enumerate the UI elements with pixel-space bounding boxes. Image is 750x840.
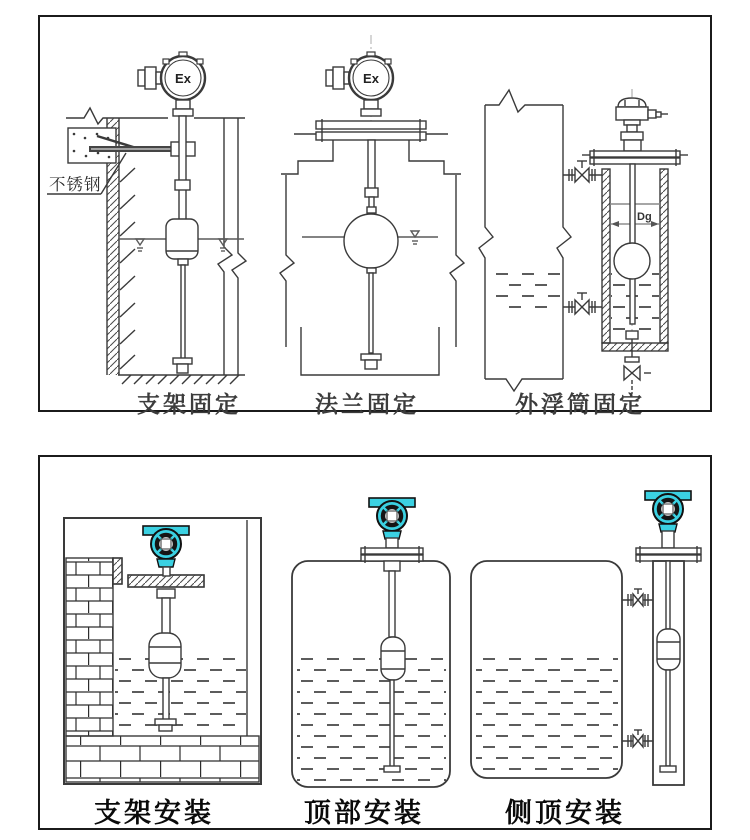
fixing-diagrams: [40, 17, 710, 410]
upper-connection-valve: [622, 589, 653, 606]
figure-flange-fixing: [280, 35, 464, 375]
ex-marking-label: Ex: [175, 71, 191, 86]
figure-side-top-mounting: [471, 491, 701, 785]
tank-liquid-dashes: [496, 266, 560, 312]
brick-wall: [66, 558, 113, 736]
stainless-steel-label: 不锈钢: [49, 176, 102, 194]
transmitter-head: [143, 526, 189, 567]
junction-box-transmitter: [616, 98, 668, 151]
transmitter-head: [645, 491, 691, 532]
figure-bracket-fixing: [47, 52, 246, 384]
flange-plate: [294, 100, 448, 142]
mounting-flange: [636, 531, 701, 563]
pit-right-wall: [218, 118, 246, 375]
bottom-diagram-panel: [38, 455, 712, 830]
sensor-rod-and-float: [657, 561, 680, 772]
sensor-rod-and-ball-float: [344, 140, 398, 369]
lower-connection-valve: [622, 730, 653, 747]
sensor-rod-and-float: [166, 100, 198, 373]
top-diagram-panel: [38, 15, 712, 417]
caption-side-top-mounting: 侧顶安装: [505, 798, 625, 828]
caption-bracket-fixing: 支架固定: [137, 391, 241, 417]
figure-top-mounting: [292, 498, 450, 787]
water-dashes: [476, 653, 618, 775]
wall-mount-plate: [68, 128, 143, 163]
dg-label: Dg: [637, 211, 652, 223]
figure-external-cage-fixing: [479, 89, 688, 394]
caption-bracket-mounting: 支架安装: [94, 798, 214, 828]
brick-floor: [66, 736, 259, 782]
ex-marking-label: Ex: [363, 71, 379, 86]
process-tank: [479, 90, 571, 391]
ex-transmitter-head: [326, 52, 393, 100]
mounting-diagrams: [40, 457, 710, 828]
caption-flange-fixing: 法兰固定: [315, 391, 419, 417]
transmitter-head: [369, 498, 415, 539]
lower-isolation-valve: [563, 293, 602, 314]
caption-external-cage-fixing: 外浮筒固定: [515, 391, 645, 417]
pit-top-edge: [66, 108, 245, 124]
water-dashes: [297, 653, 446, 784]
ground-hatch: [118, 375, 245, 384]
ex-transmitter-head: [138, 52, 205, 100]
caption-top-mounting: 顶部安装: [304, 798, 424, 828]
mounting-flange: [361, 538, 423, 571]
figure-bracket-mounting: [64, 518, 261, 784]
